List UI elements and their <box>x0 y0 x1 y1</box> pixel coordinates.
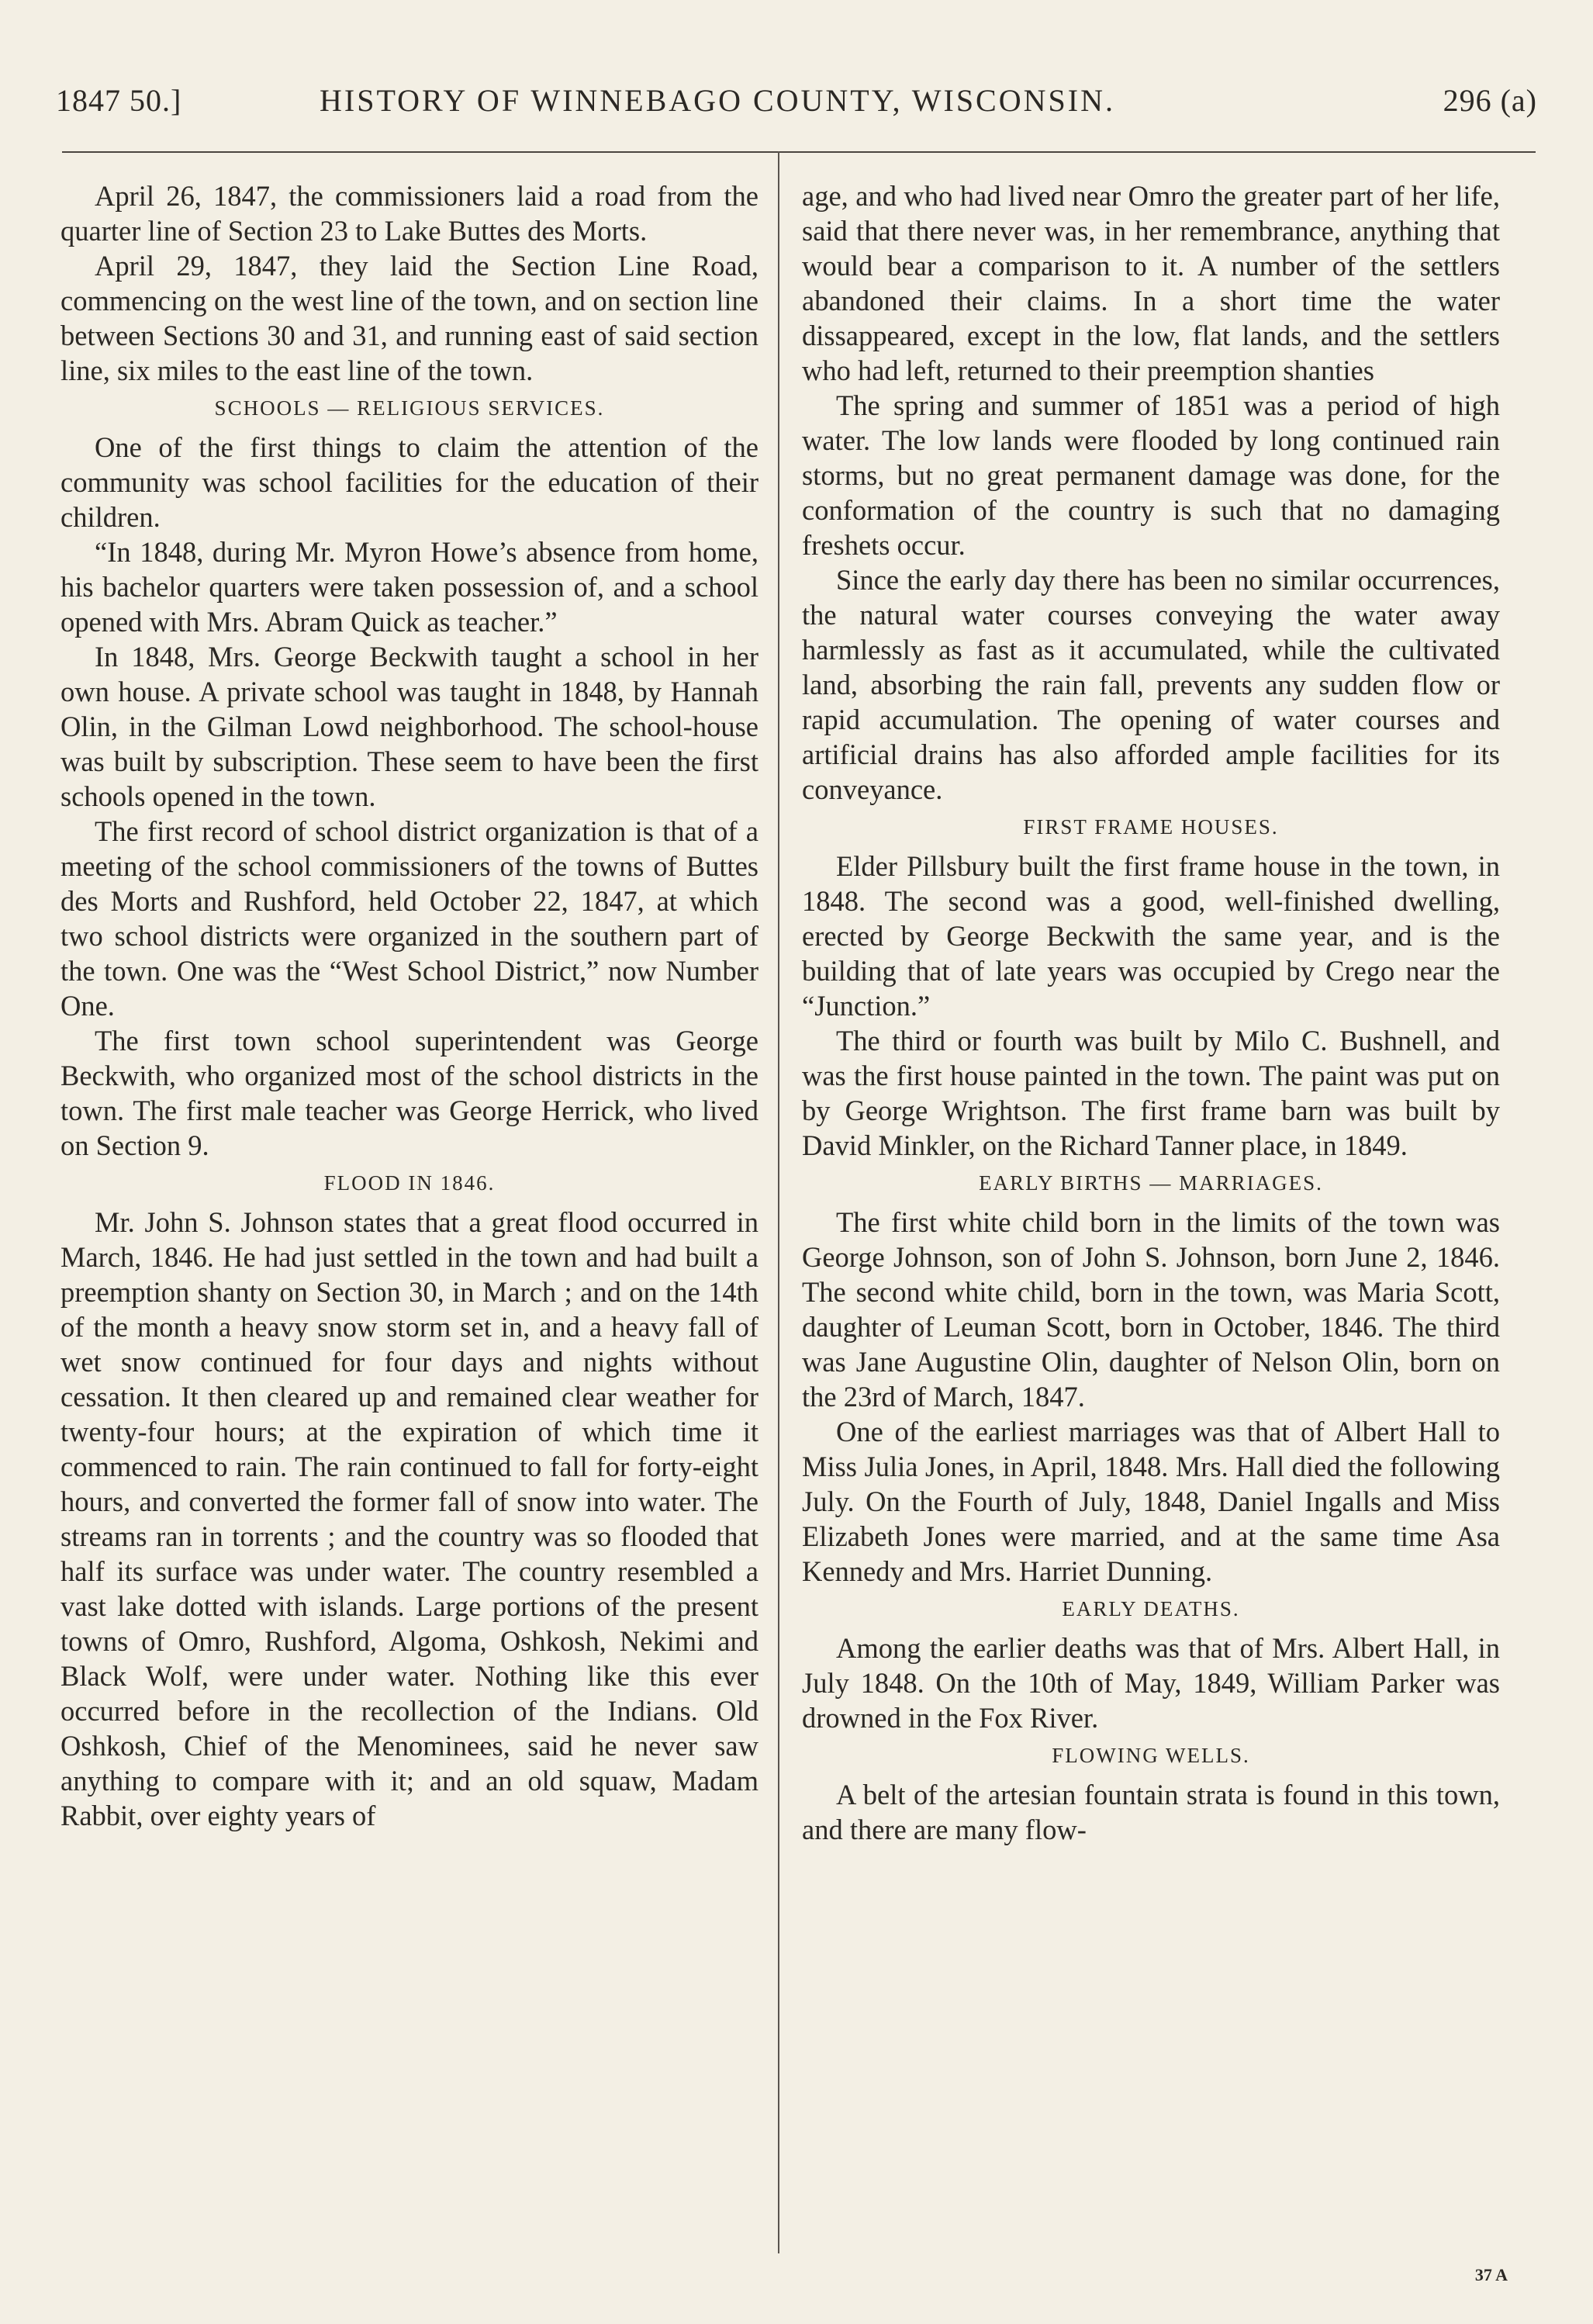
header-title: HISTORY OF WINNEBAGO COUNTY, WISCONSIN. <box>320 83 1115 118</box>
paragraph: Mr. John S. Johnson states that a great flood occurred in March, 1846. He had just settled in the town and had built a preemption shanty on Section 30, in March ; and on the 14th of the month a heavy snow storm set in, and a heavy fall of wet snow continued for four days and nights without cessation. It then cleared up and remained clear weather for twenty-four hours; at the expiration of which time it commenced to rain. The rain continued to fall for forty-eight hours, and converted the former fall of snow into water. The streams ran in torrents ; and the country was so flooded that half its surface was under water. The country resembled a vast lake dotted with islands. Large portions of the present towns of Omro, Rushford, Algoma, Oshkosh, Nekimi and Black Wolf, were under water. Nothing like this ever occurred before in the recollection of the Indians. Old Oshkosh, Chief of the Menominees, said he never saw anything to compare with it; and an old squaw, Madam Rabbit, over eighty years of <box>60 1206 758 1831</box>
paragraph: One of the earliest marriages was that of Albert Hall to Miss Julia Jones, in April, 1848. Mrs. Hall died the following July. On the Fourth of July, 1848, Daniel Ingalls and Miss Elizabeth Jones were married, and at the same time Asa Kennedy and Mrs. Harriet Dunning. <box>802 1416 1500 1587</box>
header-year-range: 1847 50.] <box>56 83 182 118</box>
paragraph: age, and who had lived near Omro the greater part of her life, said that there never was, in her remembrance, anything that would bear a comparison to it. A number of the settlers abandoned their claims. In a short time the water dissappeared, except in the low, flat lands, and the settlers who had left, returned to their preemption shanties <box>802 180 1500 386</box>
paragraph: One of the first things to claim the attention of the community was school facilities for the education of their children. <box>60 431 758 533</box>
paragraph: A belt of the artesian fountain strata is found in this town, and there are many flow- <box>802 1779 1500 1845</box>
paragraph: “In 1848, during Mr. Myron Howe’s absence from home, his bachelor quarters were taken possession of, and a school opened with Mrs. Abram Quick as teacher.” <box>60 536 758 638</box>
header-page-number: 296 (a) <box>1443 83 1537 118</box>
paragraph: The first record of school district organization is that of a meeting of the school commissioners of the towns of Buttes des Morts and Rushford, held October 22, 1847, at which two school districts were organized in the southern part of the town. One was the “West School District,” now Number One. <box>60 815 758 1022</box>
paragraph: Since the early day there has been no similar occurrences, the natural water courses conveying the water away harmlessly as fast as it accumulated, while the cultivated land, absorbing the rain fall, prevents any sudden flow or rapid accumulation. The opening of water courses and artificial drains has also afforded ample facilities for its conveyance. <box>802 564 1500 805</box>
section-heading-flood: FLOOD IN 1846. <box>323 1171 496 1195</box>
column-divider <box>778 151 779 2253</box>
paragraph: April 29, 1847, they laid the Section Line Road, commencing on the west line of the town, and on section line between Sections 30 and 31, and running east of said section line, six miles to the east line of the town. <box>60 250 758 386</box>
right-column <box>802 178 1500 1847</box>
paragraph: The first town school superintendent was George Beckwith, who organized most of the school districts in the town. The first male teacher was George Herrick, who lived on Section 9. <box>60 1025 758 1161</box>
header-rule <box>62 151 1536 153</box>
section-heading-wells: FLOWING WELLS. <box>1052 1744 1250 1767</box>
page-header <box>56 74 1537 129</box>
left-column <box>60 178 758 1833</box>
section-heading-deaths: EARLY DEATHS. <box>1062 1597 1240 1620</box>
section-heading-frame-houses: FIRST FRAME HOUSES. <box>1023 815 1279 839</box>
paragraph: In 1848, Mrs. George Beckwith taught a school in her own house. A private school was taught in 1848, by Hannah Olin, in the Gilman Lowd neighborhood. The school-house was built by subscription. These seem to have been the first schools opened in the town. <box>60 641 758 812</box>
paragraph: Among the earlier deaths was that of Mrs. Albert Hall, in July 1848. On the 10th of May, 1849, William Parker was drowned in the Fox River. <box>802 1632 1500 1734</box>
paragraph: The first white child born in the limits of the town was George Johnson, son of John S. Johnson, born June 2, 1846. The second white child, born in the town, was Maria Scott, daughter of Leuman Scott, born in October, 1846. The third was Jane Augustine Olin, daughter of Nelson Olin, born on the 23rd of March, 1847. <box>802 1206 1500 1413</box>
section-heading-schools: SCHOOLS — RELIGIOUS SERVICES. <box>214 396 605 420</box>
paragraph: Elder Pillsbury built the first frame house in the town, in 1848. The second was a good, well-finished dwelling, erected by George Beckwith the same year, and is the building that of late years was occupied by Crego near the “Junction.” <box>802 850 1500 1022</box>
paragraph: April 26, 1847, the commissioners laid a road from the quarter line of Section 23 to Lake Buttes des Morts. <box>60 180 758 247</box>
signature-mark: 37 A <box>1474 2265 1508 2284</box>
paragraph: The third or fourth was built by Milo C. Bushnell, and was the first house painted in the town. The paint was put on by George Wrightson. The first frame barn was built by David Minkler, on the Richard Tanner place, in 1849. <box>802 1025 1500 1161</box>
paragraph: The spring and summer of 1851 was a period of high water. The low lands were flooded by long continued rain storms, but no great permanent damage was done, for the conformation of the country is such that no damaging freshets occur. <box>802 389 1500 561</box>
section-heading-births-marriages: EARLY BIRTHS — MARRIAGES. <box>979 1171 1323 1195</box>
